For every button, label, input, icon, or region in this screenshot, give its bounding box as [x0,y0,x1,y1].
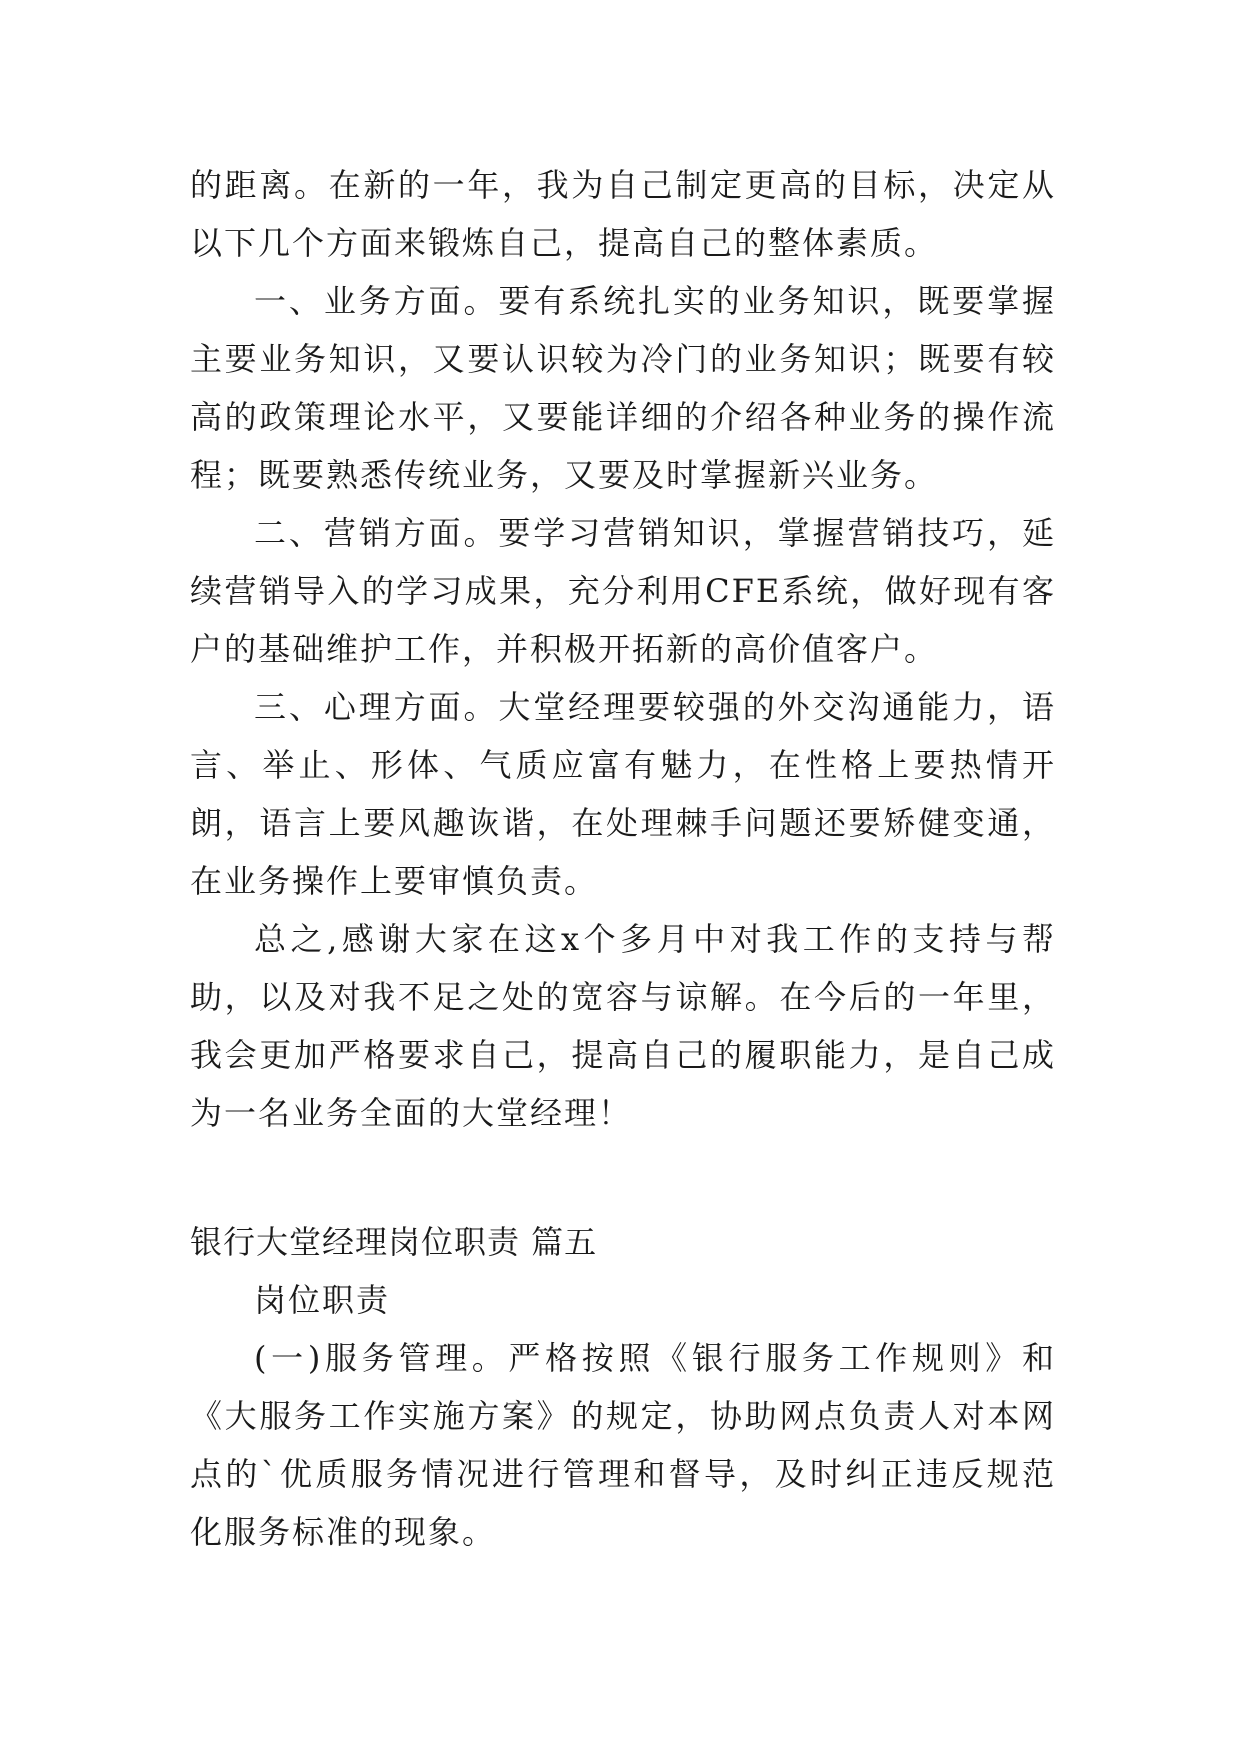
paragraph-marketing: 二、营销方面。要学习营销知识，掌握营销技巧，延续营销导入的学习成果，充分利用CFE系统，做好现有客户的基础维护工作，并积极开拓新的高价值客户。 [190,514,1056,668]
paragraph-psychology: 三、心理方面。大堂经理要较强的外交沟通能力，语言、举止、形体、气质应富有魅力，在性格上要热情开朗，语言上要风趣诙谐，在处理棘手问题还要矫健变通，在业务操作上要审慎负责。 [190,688,1056,900]
paragraph-business: 一、业务方面。要有系统扎实的业务知识，既要掌握主要业务知识，又要认识较为冷门的业务知识；既要有较高的政策理论水平，又要能详细的介绍各种业务的操作流程；既要熟悉传统业务，又要及时掌握新兴业务。 [190,282,1056,494]
paragraph-continuation: 的距离。在新的一年，我为自己制定更高的目标，决定从以下几个方面来锻炼自己，提高自己的整体素质。 [190,166,1056,262]
body-text-top [190,156,1056,1142]
section-five [190,1213,1056,1561]
section-subtitle: 岗位职责 [254,1281,391,1319]
paragraph-service-management: (一)服务管理。严格按照《银行服务工作规则》和《大服务工作实施方案》的规定，协助网点负责人对本网点的`优质服务情况进行管理和督导，及时纠正违反规范化服务标准的现象。 [190,1339,1056,1551]
paragraph-conclusion: 总之,感谢大家在这x个多月中对我工作的支持与帮助，以及对我不足之处的宽容与谅解。在今后的一年里，我会更加严格要求自己，提高自己的履职能力，是自己成为一名业务全面的大堂经理！ [190,920,1056,1132]
section-title: 银行大堂经理岗位职责 篇五 [190,1223,598,1261]
